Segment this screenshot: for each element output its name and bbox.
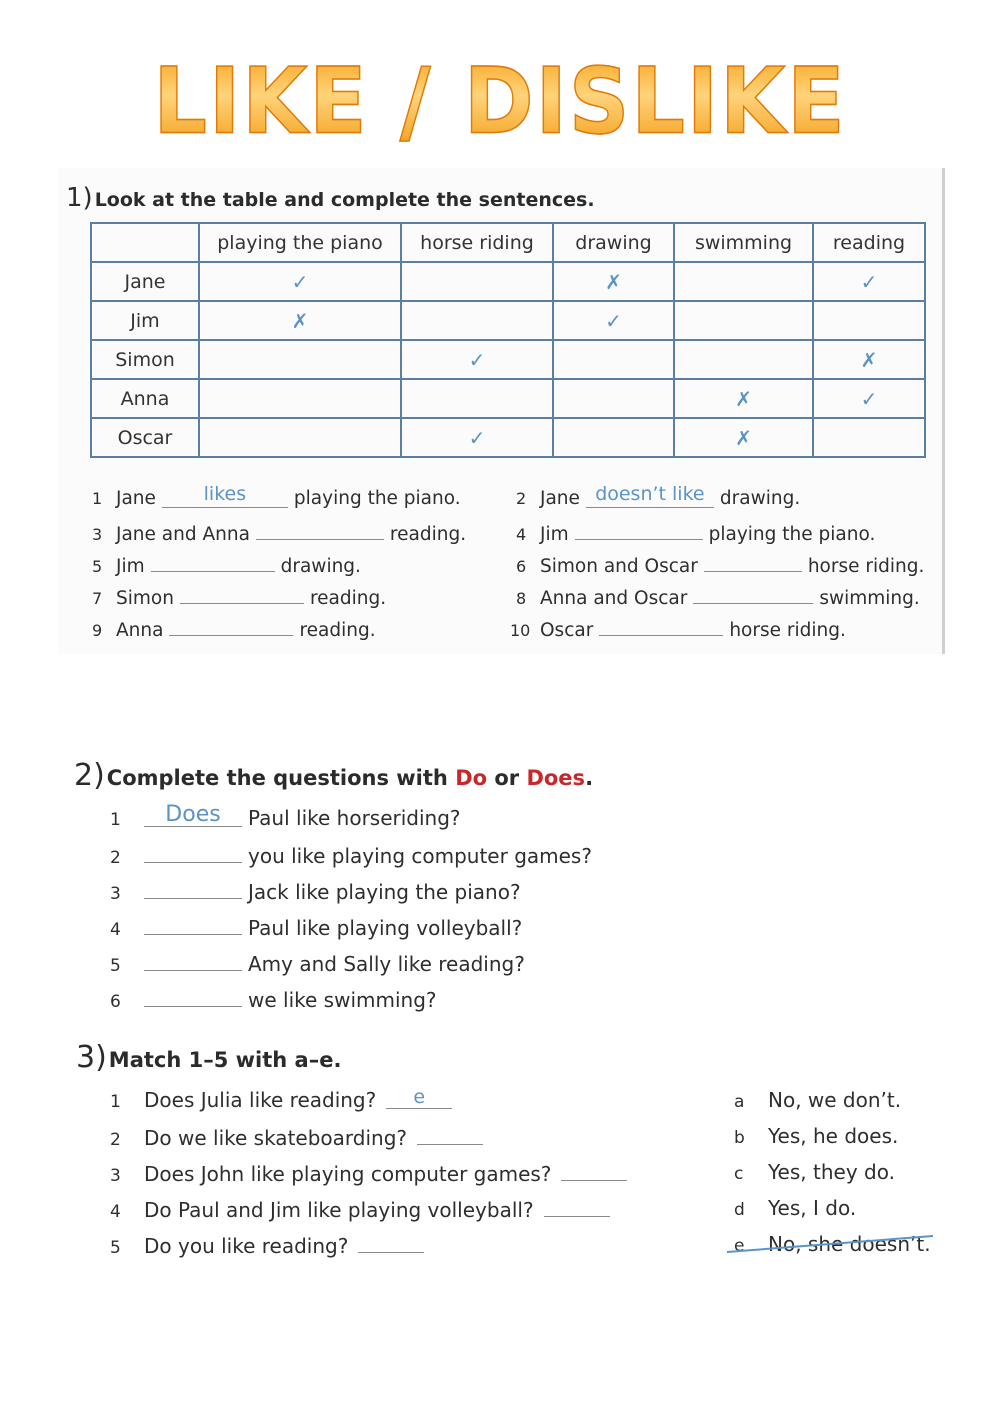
question-number: 3	[110, 1166, 121, 1186]
table-cell	[553, 340, 674, 379]
answer-letter: e	[734, 1236, 745, 1256]
sentence-rest: horse riding.	[807, 556, 925, 577]
question-text: Jack like playing the piano?	[248, 880, 521, 904]
question-item	[110, 950, 525, 976]
sentence-subject: Anna	[116, 620, 164, 641]
answer-text: doesn’t like	[595, 483, 705, 505]
strikethrough-line	[727, 1234, 933, 1254]
sentence-item	[516, 519, 875, 545]
sentence-rest: reading.	[389, 524, 467, 545]
answer-blank[interactable]	[417, 1124, 483, 1145]
question-text: we like swimming?	[248, 988, 437, 1012]
table-row	[91, 340, 925, 379]
table-cell	[674, 301, 813, 340]
answer-blank[interactable]	[358, 1232, 424, 1253]
question-number: 2	[110, 848, 121, 868]
answer-blank[interactable]	[693, 583, 813, 604]
table-cell: ✓	[401, 340, 553, 379]
table-cell	[199, 340, 401, 379]
sentence-number: 9	[92, 621, 103, 640]
table-cell: ✓	[813, 262, 925, 301]
answer-option-text: Yes, he does.	[768, 1124, 899, 1148]
sentence-subject: Jane	[540, 488, 580, 509]
table-cell: ✗	[674, 418, 813, 457]
answer-option-text: No, we don’t.	[768, 1088, 902, 1112]
question-item	[110, 986, 437, 1012]
sentence-rest: swimming.	[819, 588, 920, 609]
strike-stroke	[727, 1236, 933, 1252]
section3-instruction: Match 1–5 with a–e.	[108, 1048, 342, 1072]
answer-blank[interactable]	[144, 914, 242, 935]
table-cell: ✓	[199, 262, 401, 301]
question-text: you like playing computer games?	[248, 844, 592, 868]
table-header-cell: swimming	[674, 223, 813, 262]
match-question	[110, 1088, 458, 1112]
answer-blank[interactable]	[256, 519, 384, 540]
match-question	[110, 1196, 616, 1222]
question-text: Do we like skateboarding?	[144, 1126, 408, 1150]
table-row	[91, 379, 925, 418]
section2-instruction: Complete the questions with	[106, 766, 456, 790]
answer-blank[interactable]	[144, 950, 242, 971]
question-text: Do Paul and Jim like playing volleyball?	[144, 1198, 534, 1222]
sentence-item	[92, 615, 376, 641]
answer-letter: c	[734, 1164, 744, 1184]
table-cell	[813, 418, 925, 457]
answer-blank[interactable]	[704, 551, 802, 572]
match-question	[110, 1232, 430, 1258]
table-cell	[401, 262, 553, 301]
answer-letter: d	[734, 1200, 745, 1220]
section3-number: 3)	[76, 1040, 107, 1075]
question-item	[110, 802, 461, 830]
section3-heading	[76, 1040, 341, 1075]
match-answer	[734, 1124, 898, 1148]
table-header-cell: horse riding	[401, 223, 553, 262]
sentence-subject: Jane and Anna	[116, 524, 250, 545]
question-number: 4	[110, 1202, 121, 1222]
row-name: Oscar	[91, 418, 199, 457]
answer-blank[interactable]	[144, 842, 242, 863]
answer-option-text: No, she doesn’t.	[768, 1232, 931, 1256]
sentence-item	[92, 551, 361, 577]
match-question	[110, 1124, 489, 1150]
match-answer	[734, 1088, 901, 1112]
sentence-item	[510, 615, 846, 641]
sentence-number: 5	[92, 557, 103, 576]
keyword-does: Does	[526, 766, 586, 790]
sentence-subject: Jim	[540, 524, 569, 545]
answer-option-text: Yes, they do.	[768, 1160, 895, 1184]
answer-blank[interactable]	[544, 1196, 610, 1217]
sentence-subject: Simon and Oscar	[540, 556, 698, 577]
sentence-subject: Jim	[116, 556, 145, 577]
sentence-item	[92, 483, 461, 509]
table-header-row	[91, 223, 925, 262]
row-name: Anna	[91, 379, 199, 418]
sentence-item	[92, 583, 386, 609]
sentence-rest: reading.	[299, 620, 376, 641]
sentence-rest: reading.	[309, 588, 387, 609]
section1-instruction: Look at the table and complete the sentences.	[94, 189, 595, 211]
question-item	[110, 914, 522, 940]
section1-number: 1)	[66, 183, 93, 213]
heading-period: .	[585, 766, 594, 790]
keyword-do: Do	[455, 766, 488, 790]
sentence-number: 4	[516, 525, 527, 544]
table-cell	[553, 379, 674, 418]
sentence-item	[516, 583, 920, 609]
sentence-item	[516, 551, 924, 577]
sentence-rest: drawing.	[719, 488, 801, 509]
match-answer	[734, 1196, 856, 1220]
question-number: 1	[110, 1092, 121, 1112]
table-cell	[813, 301, 925, 340]
answer-option-text: Yes, I do.	[768, 1196, 857, 1220]
answer-text: Does	[165, 802, 221, 827]
question-text: Paul like horseriding?	[248, 806, 461, 830]
table-cell	[401, 379, 553, 418]
answer-blank[interactable]	[386, 1088, 452, 1109]
sentence-number: 3	[92, 525, 103, 544]
sentence-number: 10	[510, 621, 531, 640]
question-text: Do you like reading?	[144, 1234, 349, 1258]
row-name: Jane	[91, 262, 199, 301]
table-cell	[401, 301, 553, 340]
likes-table	[90, 222, 926, 458]
question-text: Does Julia like reading?	[144, 1088, 377, 1112]
table-row	[91, 301, 925, 340]
question-text: Does John like playing computer games?	[144, 1162, 552, 1186]
answer-blank[interactable]	[586, 483, 714, 508]
answer-letter: b	[734, 1128, 745, 1148]
table-cell: ✗	[553, 262, 674, 301]
answer-blank[interactable]	[144, 802, 242, 827]
sentence-rest: horse riding.	[729, 620, 846, 641]
sentence-subject: Jane	[116, 488, 156, 509]
answer-blank[interactable]	[169, 615, 293, 636]
question-number: 5	[110, 956, 121, 976]
question-number: 5	[110, 1238, 121, 1258]
table-cell: ✗	[674, 379, 813, 418]
sentence-subject: Oscar	[540, 620, 594, 641]
table-cell	[199, 418, 401, 457]
question-number: 2	[110, 1130, 121, 1150]
sentence-rest: drawing.	[280, 556, 361, 577]
table-cell: ✗	[199, 301, 401, 340]
section1-heading	[66, 183, 595, 213]
answer-text: likes	[203, 483, 247, 505]
question-number: 6	[110, 992, 121, 1012]
keyword-or: or	[487, 766, 527, 790]
answer-blank[interactable]	[180, 583, 304, 604]
sentence-number: 2	[516, 489, 527, 508]
section2-heading	[74, 758, 593, 793]
table-cell: ✓	[401, 418, 553, 457]
sentence-number: 6	[516, 557, 527, 576]
answer-blank[interactable]	[151, 551, 275, 572]
sentence-subject: Simon	[116, 588, 174, 609]
answer-blank[interactable]	[144, 878, 242, 899]
table-cell	[674, 340, 813, 379]
table-header-cell: reading	[813, 223, 925, 262]
sentence-subject: Anna and Oscar	[540, 588, 688, 609]
worksheet-title: LIKE / DISLIKE	[0, 48, 1000, 154]
answer-blank[interactable]	[575, 519, 703, 540]
sentence-item	[516, 483, 801, 509]
table-cell: ✓	[813, 379, 925, 418]
question-item	[110, 878, 521, 904]
answer-blank[interactable]	[599, 615, 723, 636]
question-number: 4	[110, 920, 121, 940]
match-question	[110, 1160, 633, 1186]
table-cell: ✗	[813, 340, 925, 379]
question-item	[110, 842, 592, 868]
sentence-number: 7	[92, 589, 103, 608]
table-cell	[553, 418, 674, 457]
table-cell	[674, 262, 813, 301]
table-row	[91, 262, 925, 301]
sentence-number: 8	[516, 589, 527, 608]
question-number: 3	[110, 884, 121, 904]
table-row	[91, 418, 925, 457]
answer-letter: a	[734, 1092, 745, 1112]
table-cell: ✓	[553, 301, 674, 340]
question-text: Amy and Sally like reading?	[248, 952, 525, 976]
table-header-cell	[91, 223, 199, 262]
answer-blank[interactable]	[162, 483, 288, 508]
sentence-rest: playing the piano.	[708, 524, 876, 545]
row-name: Simon	[91, 340, 199, 379]
match-answer	[734, 1160, 895, 1184]
answer-text: e	[413, 1086, 426, 1108]
section2-number: 2)	[74, 758, 105, 793]
sentence-item	[92, 519, 466, 545]
question-text: Paul like playing volleyball?	[248, 916, 523, 940]
row-name: Jim	[91, 301, 199, 340]
question-number: 1	[110, 810, 121, 830]
table-header-cell: drawing	[553, 223, 674, 262]
answer-blank[interactable]	[144, 986, 242, 1007]
answer-blank[interactable]	[561, 1160, 627, 1181]
sentence-number: 1	[92, 489, 103, 508]
table-cell	[199, 379, 401, 418]
table-header-cell: playing the piano	[199, 223, 401, 262]
sentence-rest: playing the piano.	[293, 488, 461, 509]
